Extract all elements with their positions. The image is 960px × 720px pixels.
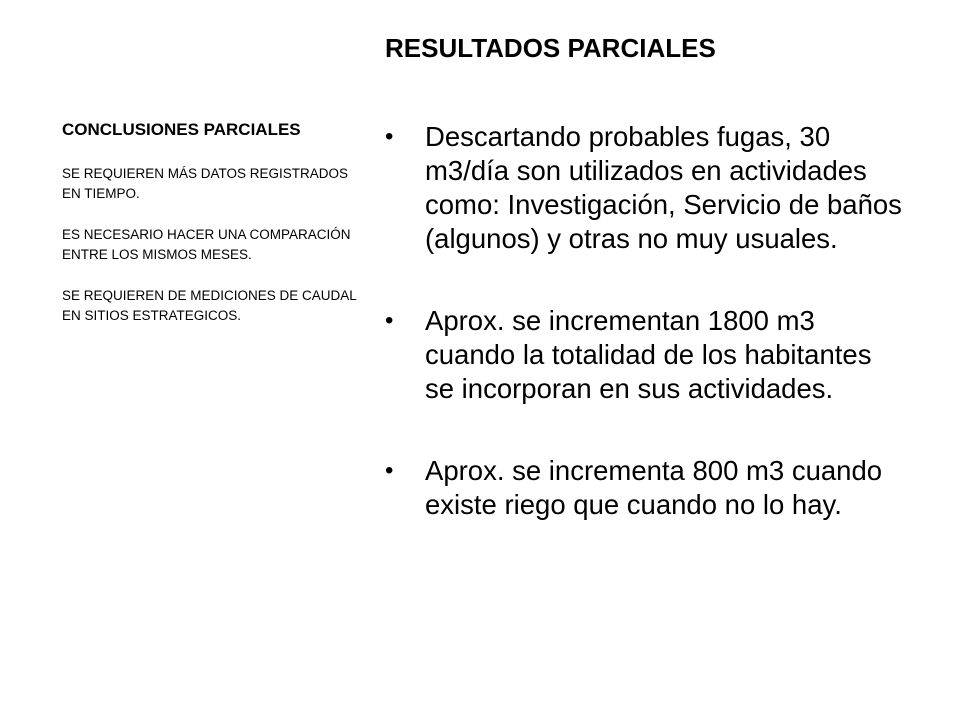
conclusions-title: CONCLUSIONES PARCIALES bbox=[62, 120, 301, 139]
results-bullet-text: Descartando probables fugas, 30 m3/día son utilizados en actividades como: Investigación, Servicio de baños (algunos) y otras no muy usuales. bbox=[425, 121, 902, 254]
bullet-icon: • bbox=[385, 457, 394, 484]
results-list bbox=[385, 120, 905, 570]
bullet-icon: • bbox=[385, 123, 394, 150]
conclusion-item: SE REQUIEREN DE MEDICIONES DE CAUDAL EN SITIOS ESTRATEGICOS. bbox=[62, 288, 357, 323]
results-bullet-text: Aprox. se incrementan 1800 m3 cuando la totalidad de los habitantes se incorporan en sus actividades. bbox=[425, 305, 872, 404]
conclusions-panel bbox=[62, 118, 362, 347]
results-bullet bbox=[385, 304, 905, 406]
results-bullet bbox=[385, 120, 905, 256]
conclusion-item: ES NECESARIO HACER UNA COMPARACIÓN ENTRE LOS MISMOS MESES. bbox=[62, 227, 351, 262]
results-title: RESULTADOS PARCIALES bbox=[385, 33, 716, 63]
results-bullet-text: Aprox. se incrementa 800 m3 cuando existe riego que cuando no lo hay. bbox=[425, 455, 883, 520]
results-bullet bbox=[385, 454, 905, 522]
conclusion-item: SE REQUIEREN MÁS DATOS REGISTRADOS EN TIEMPO. bbox=[62, 166, 349, 201]
bullet-icon: • bbox=[385, 307, 394, 334]
